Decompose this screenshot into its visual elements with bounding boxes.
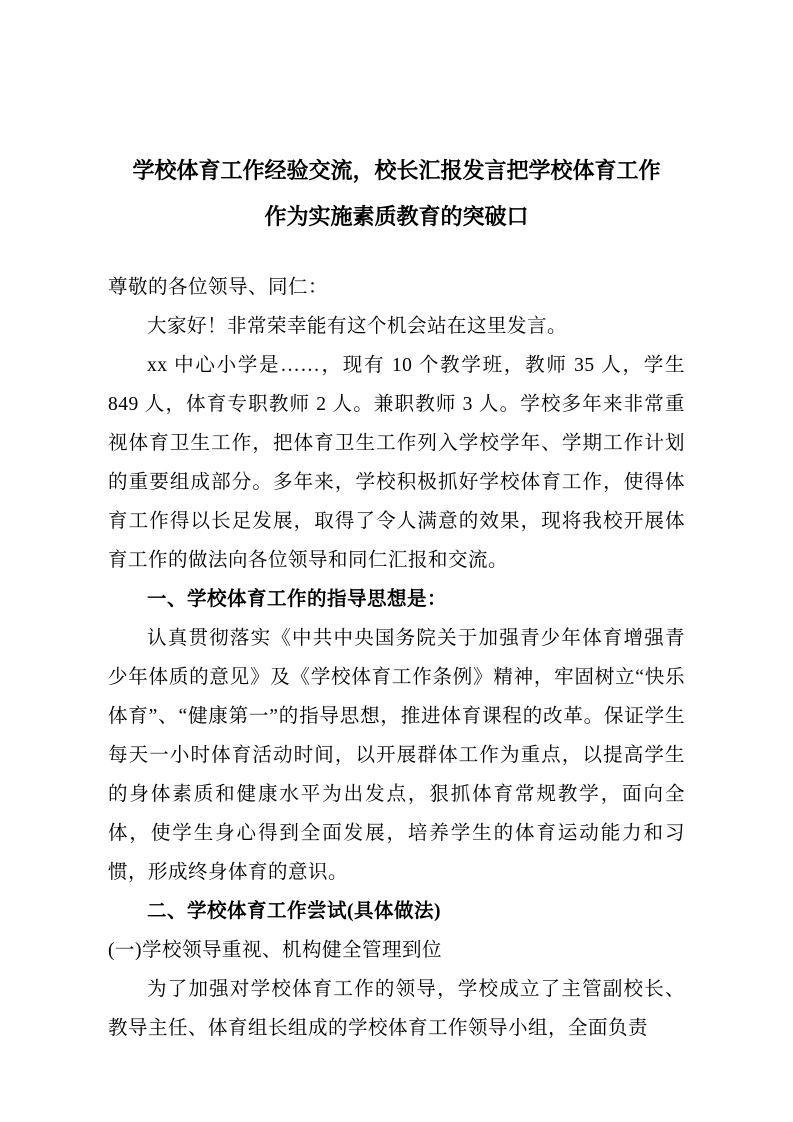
document-title-line2: 作为实施素质教育的突破口: [264, 204, 529, 229]
paragraph-greeting: 大家好！非常荣幸能有这个机会站在这里发言。: [147, 316, 568, 337]
paragraph-guiding-ideology: 认真贯彻落实《中共中央国务院关于加强青少年体育增强青少年体质的意见》及《学校体育工作条例》精神，牢固树立“快乐体育”、“健康第一”的指导思想，推进体育课程的改革。保证学生每天一小时体育活动时间，以开展群体工作为重点，以提高学生的身体素质和健康水平为出发点，狠抓体育常规教学，面向全体，使学生身心得到全面发展，培养学生的体育运动能力和习惯，形成终身体育的意识。: [108, 628, 685, 883]
section-heading-2: 二、学校体育工作尝试(具体做法): [147, 901, 441, 922]
paragraph-salutation: 尊敬的各位领导、同仁：: [108, 277, 329, 298]
document-body: [108, 268, 685, 1048]
section-heading-1: 一、学校体育工作的指导思想是：: [147, 589, 448, 610]
document-title: [108, 148, 685, 240]
document-title-line1: 学校体育工作经验交流，校长汇报发言把学校体育工作: [132, 158, 661, 183]
paragraph-leadership: 为了加强对学校体育工作的领导，学校成立了主管副校长、教导主任、体育组长组成的学校体育工作领导小组，全面负责: [108, 979, 685, 1039]
subsection-heading-2-1: (一)学校领导重视、机构健全管理到位: [108, 940, 442, 961]
paragraph-intro: xx 中心小学是……，现有 10 个教学班，教师 35 人，学生 849 人，体育专职教师 2 人。兼职教师 3 人。学校多年来非常重视体育卫生工作，把体育卫生工作列入学校学年、学期工作计划的重要组成部分。多年来，学校积极抓好学校体育工作，使得体育工作得以长足发展，取得了令人满意的效果，现将我校开展体育工作的做法向各位领导和同仁汇报和交流。: [108, 355, 685, 571]
